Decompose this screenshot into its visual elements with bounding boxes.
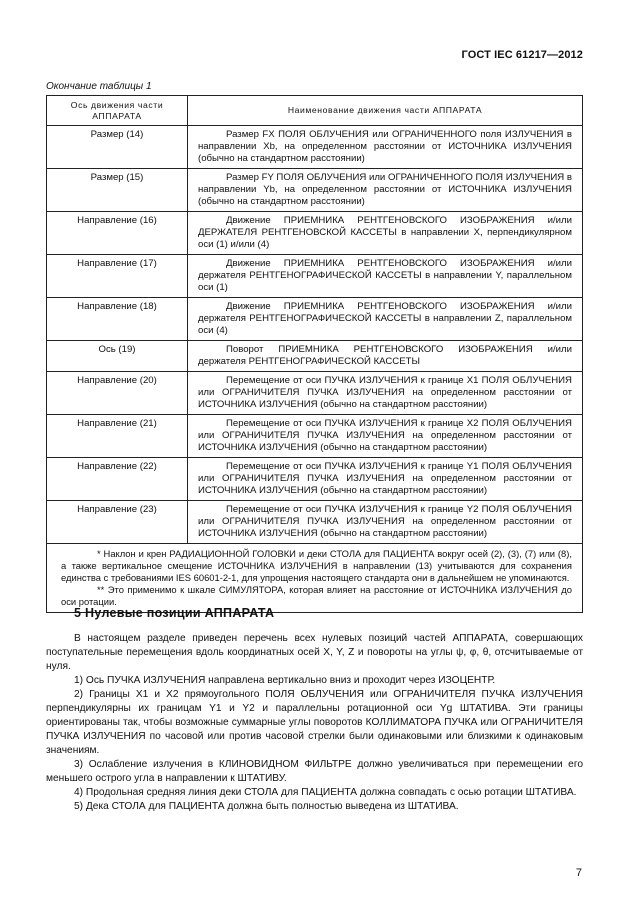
section-title: 5 Нулевые позиции АППАРАТА: [74, 606, 275, 620]
list-item: 4) Продольная средняя линия деки СТОЛА для ПАЦИЕНТА должна совпадать с осью ротации ШТАТИВА.: [74, 787, 577, 798]
table-header-row: [47, 96, 583, 126]
axis-cell: Направление (23): [47, 501, 188, 544]
table-row: [47, 126, 583, 169]
desc-cell: Перемещение от оси ПУЧКА ИЗЛУЧЕНИЯ к границе X2 ПОЛЯ ОБЛУЧЕНИЯ или ОГРАНИЧИТЕЛЯ ПУЧКА ИЗЛУЧЕНИЯ на определенном расстоянии от ИСТОЧНИКА ИЗЛУЧЕНИЯ (обычно на стандартном расстоянии): [188, 415, 583, 458]
page-number: 7: [575, 867, 582, 879]
desc-cell: Перемещение от оси ПУЧКА ИЗЛУЧЕНИЯ к границе Y2 ПОЛЯ ОБЛУЧЕНИЯ или ОГРАНИЧИТЕЛЯ ПУЧКА ИЗЛУЧЕНИЯ на определенном расстоянии от ИСТОЧНИКА ИЗЛУЧЕНИЯ (обычно на стандартном расстоянии): [188, 501, 583, 544]
axis-cell: Направление (22): [47, 458, 188, 501]
list-item: 2) Границы X1 и X2 прямоугольного ПОЛЯ ОБЛУЧЕНИЯ или ОГРАНИЧИТЕЛЯ ПУЧКА ИЗЛУЧЕНИЯ перпендикулярны их границам Y1 и Y2 и параллельны ротационной оси Yg ШТАТИВА. Эти границы ориентированы так, чтобы возможные суммарные углы поворотов КОЛЛИМАТОРА ПУЧКА или ОГРАНИЧИТЕЛЯ ПУЧКА ИЗЛУЧЕНИЯ по часовой или против часовой стрелки были одинаковыми или близкими к одинаковым значениям.: [46, 689, 583, 756]
table-row: [47, 458, 583, 501]
axis-cell: Ось (19): [47, 341, 188, 372]
desc-cell: Движение ПРИЕМНИКА РЕНТГЕНОВСКОГО ИЗОБРАЖЕНИЯ и/или держателя РЕНТГЕНОГРАФИЧЕСКОЙ КАССЕТЫ в направлении Z, параллельном оси (4): [188, 298, 583, 341]
intro-paragraph: В настоящем разделе приведен перечень всех нулевых позиций частей АППАРАТА, совершающих поступательные перемещения вдоль координатных осей X, Y, Z и повороты на углы ψ, φ, θ, отсчитываемые от нуля.: [46, 633, 583, 672]
table-footnotes: [47, 544, 583, 613]
table-row: [47, 255, 583, 298]
table-footnotes-row: [47, 544, 583, 613]
motion-table: [46, 95, 583, 613]
desc-cell: Перемещение от оси ПУЧКА ИЗЛУЧЕНИЯ к границе Y1 ПОЛЯ ОБЛУЧЕНИЯ или ОГРАНИЧИТЕЛЯ ПУЧКА ИЗЛУЧЕНИЯ на определенном расстоянии от ИСТОЧНИКА ИЗЛУЧЕНИЯ (обычно на стандартном расстоянии): [188, 458, 583, 501]
table-caption: Окончание таблицы 1: [46, 81, 152, 92]
desc-cell: Размер FY ПОЛЯ ОБЛУЧЕНИЯ или ОГРАНИЧЕННОГО ПОЛЯ ИЗЛУЧЕНИЯ в направлении Yb, на определенном расстоянии от ИСТОЧНИКА ИЗЛУЧЕНИЯ (обычно на стандартном расстоянии): [188, 169, 583, 212]
table-row: [47, 415, 583, 458]
axis-cell: Размер (15): [47, 169, 188, 212]
desc-cell: Движение ПРИЕМНИКА РЕНТГЕНОВСКОГО ИЗОБРАЖЕНИЯ и/или держателя РЕНТГЕНОГРАФИЧЕСКОЙ КАССЕТЫ в направлении Y, параллельном оси (1): [188, 255, 583, 298]
axis-cell: Размер (14): [47, 126, 188, 169]
desc-cell: Поворот ПРИЕМНИКА РЕНТГЕНОВСКОГО ИЗОБРАЖЕНИЯ и/или держателя РЕНТГЕНОГРАФИЧЕСКОЙ КАССЕТЫ: [188, 341, 583, 372]
list-item: 1) Ось ПУЧКА ИЗЛУЧЕНИЯ направлена вертикально вниз и проходит через ИЗОЦЕНТР.: [74, 675, 496, 686]
table-row: [47, 169, 583, 212]
col-name-header: Наименование движения части АППАРАТА: [188, 96, 583, 126]
table-row: [47, 501, 583, 544]
footnote-2: ** Это применимо к шкале СИМУЛЯТОРА, которая влияет на расстояние от ИСТОЧНИКА ИЗЛУЧЕНИЯ до оси ротации.: [61, 584, 572, 607]
table-row: [47, 341, 583, 372]
document-header: ГОСТ IEC 61217—2012: [461, 49, 583, 61]
axis-cell: Направление (20): [47, 372, 188, 415]
list-item: 3) Ослабление излучения в КЛИНОВИДНОМ ФИЛЬТРЕ должно увеличиваться при перемещении его меньшего острого угла в направлении к ШТАТИВУ.: [46, 759, 583, 784]
table-row: [47, 372, 583, 415]
list-item: 5) Дека СТОЛА для ПАЦИЕНТА должна быть полностью выведена из ШТАТИВА.: [74, 801, 459, 812]
table-row: [47, 298, 583, 341]
axis-cell: Направление (21): [47, 415, 188, 458]
axis-cell: Направление (16): [47, 212, 188, 255]
desc-cell: Размер FX ПОЛЯ ОБЛУЧЕНИЯ или ОГРАНИЧЕННОГО поля ИЗЛУЧЕНИЯ в направлении Xb, на определенном расстоянии от ИСТОЧНИКА ИЗЛУЧЕНИЯ (обычно на стандартном расстоянии): [188, 126, 583, 169]
col-axis-header: Ось движения части АППАРАТА: [47, 96, 188, 126]
axis-cell: Направление (17): [47, 255, 188, 298]
footnote-1: * Наклон и крен РАДИАЦИОННОЙ ГОЛОВКИ и деки СТОЛА для ПАЦИЕНТА вокруг осей (2), (3), (7) или (8), а также вертикальное смещение ИСТОЧНИКА ИЗЛУЧЕНИЯ в направлении (13) учитываются для сохранения единства с требованиями IES 60601-2-1, для упрощения настоящего стандарта они в дальнейшем не упоминаются.: [61, 548, 572, 583]
desc-cell: Движение ПРИЕМНИКА РЕНТГЕНОВСКОГО ИЗОБРАЖЕНИЯ и/или ДЕРЖАТЕЛЯ РЕНТГЕНОВСКОЙ КАССЕТЫ в направлении X, перпендикулярном оси (1) и/или (4): [188, 212, 583, 255]
axis-cell: Направление (18): [47, 298, 188, 341]
desc-cell: Перемещение от оси ПУЧКА ИЗЛУЧЕНИЯ к границе X1 ПОЛЯ ОБЛУЧЕНИЯ или ОГРАНИЧИТЕЛЯ ПУЧКА ИЗЛУЧЕНИЯ на определенном расстоянии от ИСТОЧНИКА ИЗЛУЧЕНИЯ (обычно на стандартном расстоянии): [188, 372, 583, 415]
section-body: [46, 632, 583, 814]
table-row: [47, 212, 583, 255]
